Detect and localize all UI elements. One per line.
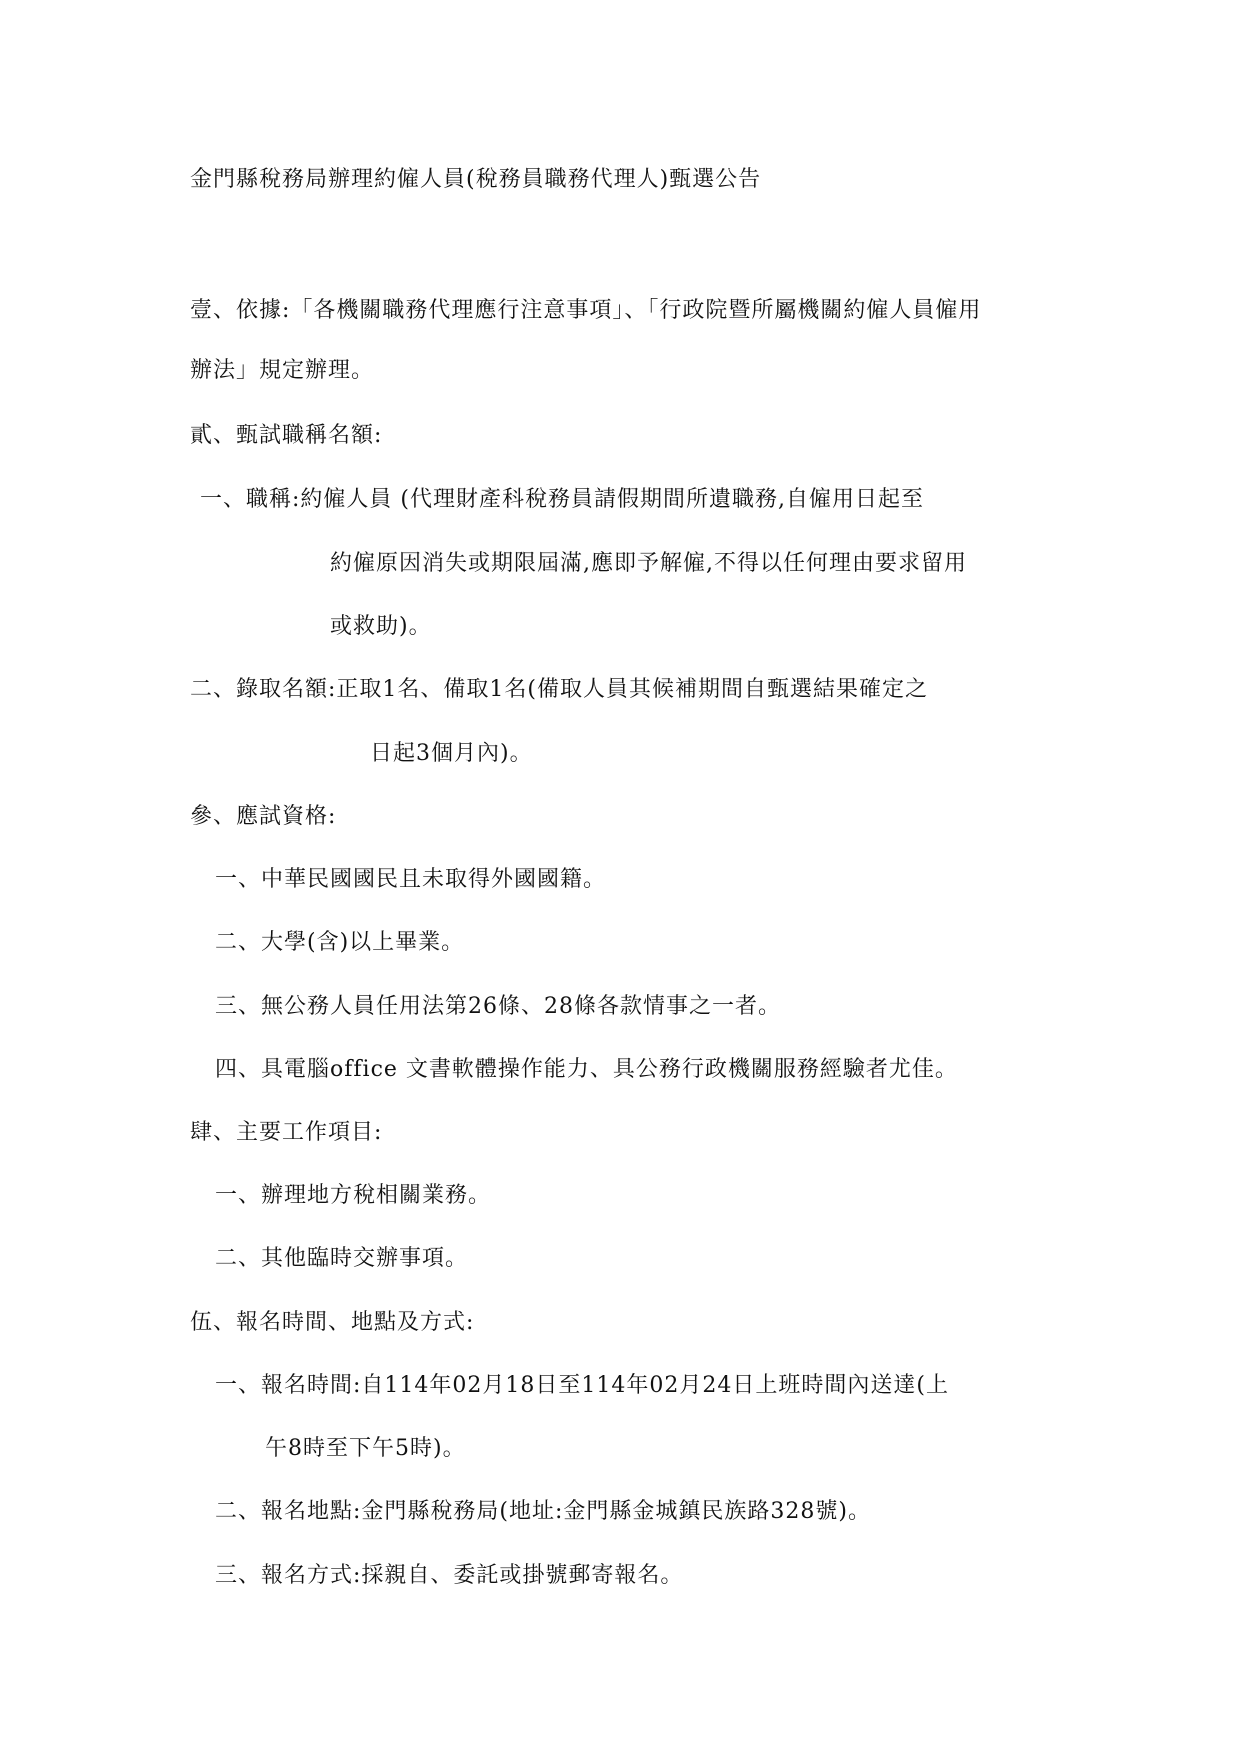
section-4-item-1: 一、辦理地方稅相關業務。 [215, 1183, 492, 1208]
section-5-item-3: 三、報名方式:採親自、委託或掛號郵寄報名。 [215, 1563, 684, 1588]
section-4-item-2: 二、其他臨時交辦事項。 [215, 1246, 469, 1271]
section-1-line-1: 壹、依據:「各機關職務代理應行注意事項」、「行政院暨所屬機關約僱人員僱用 [190, 298, 982, 323]
section-2-item-1-line-3: 或救助)。 [330, 614, 432, 639]
section-2-item-2-line-2: 日起3個月內)。 [370, 741, 533, 766]
section-5-heading: 伍、報名時間、地點及方式: [190, 1310, 475, 1335]
section-5-item-1-line-2: 午8時至下午5時)。 [265, 1436, 466, 1461]
section-4-heading: 肆、主要工作項目: [190, 1120, 383, 1145]
section-5-item-1-line-1: 一、報名時間:自114年02月18日至114年02月24日上班時間內送達(上 [215, 1373, 949, 1398]
section-2-item-1-line-2: 約僱原因消失或期限屆滿,應即予解僱,不得以任何理由要求留用 [330, 551, 967, 576]
document-title: 金門縣稅務局辦理約僱人員(稅務員職務代理人)甄選公告 [190, 167, 762, 192]
section-5-item-2: 二、報名地點:金門縣稅務局(地址:金門縣金城鎮民族路328號)。 [215, 1499, 871, 1524]
section-3-heading: 參、應試資格: [190, 804, 337, 829]
section-2-item-1-line-1: 一、職稱:約僱人員 (代理財產科稅務員請假期間所遺職務,自僱用日起至 [200, 487, 924, 512]
section-2-heading: 貳、甄試職稱名額: [190, 423, 383, 448]
section-2-item-2-line-1: 二、錄取名額:正取1名、備取1名(備取人員其候補期間自甄選結果確定之 [190, 677, 928, 702]
section-3-item-2: 二、大學(含)以上畢業。 [215, 930, 465, 955]
section-3-item-4: 四、具電腦office 文書軟體操作能力、具公務行政機關服務經驗者尤佳。 [215, 1057, 958, 1082]
section-3-item-3: 三、無公務人員任用法第26條、28條各款情事之一者。 [215, 994, 781, 1019]
section-1-line-2: 辦法」規定辦理。 [190, 358, 375, 383]
section-3-item-1: 一、中華民國國民且未取得外國國籍。 [215, 867, 607, 892]
